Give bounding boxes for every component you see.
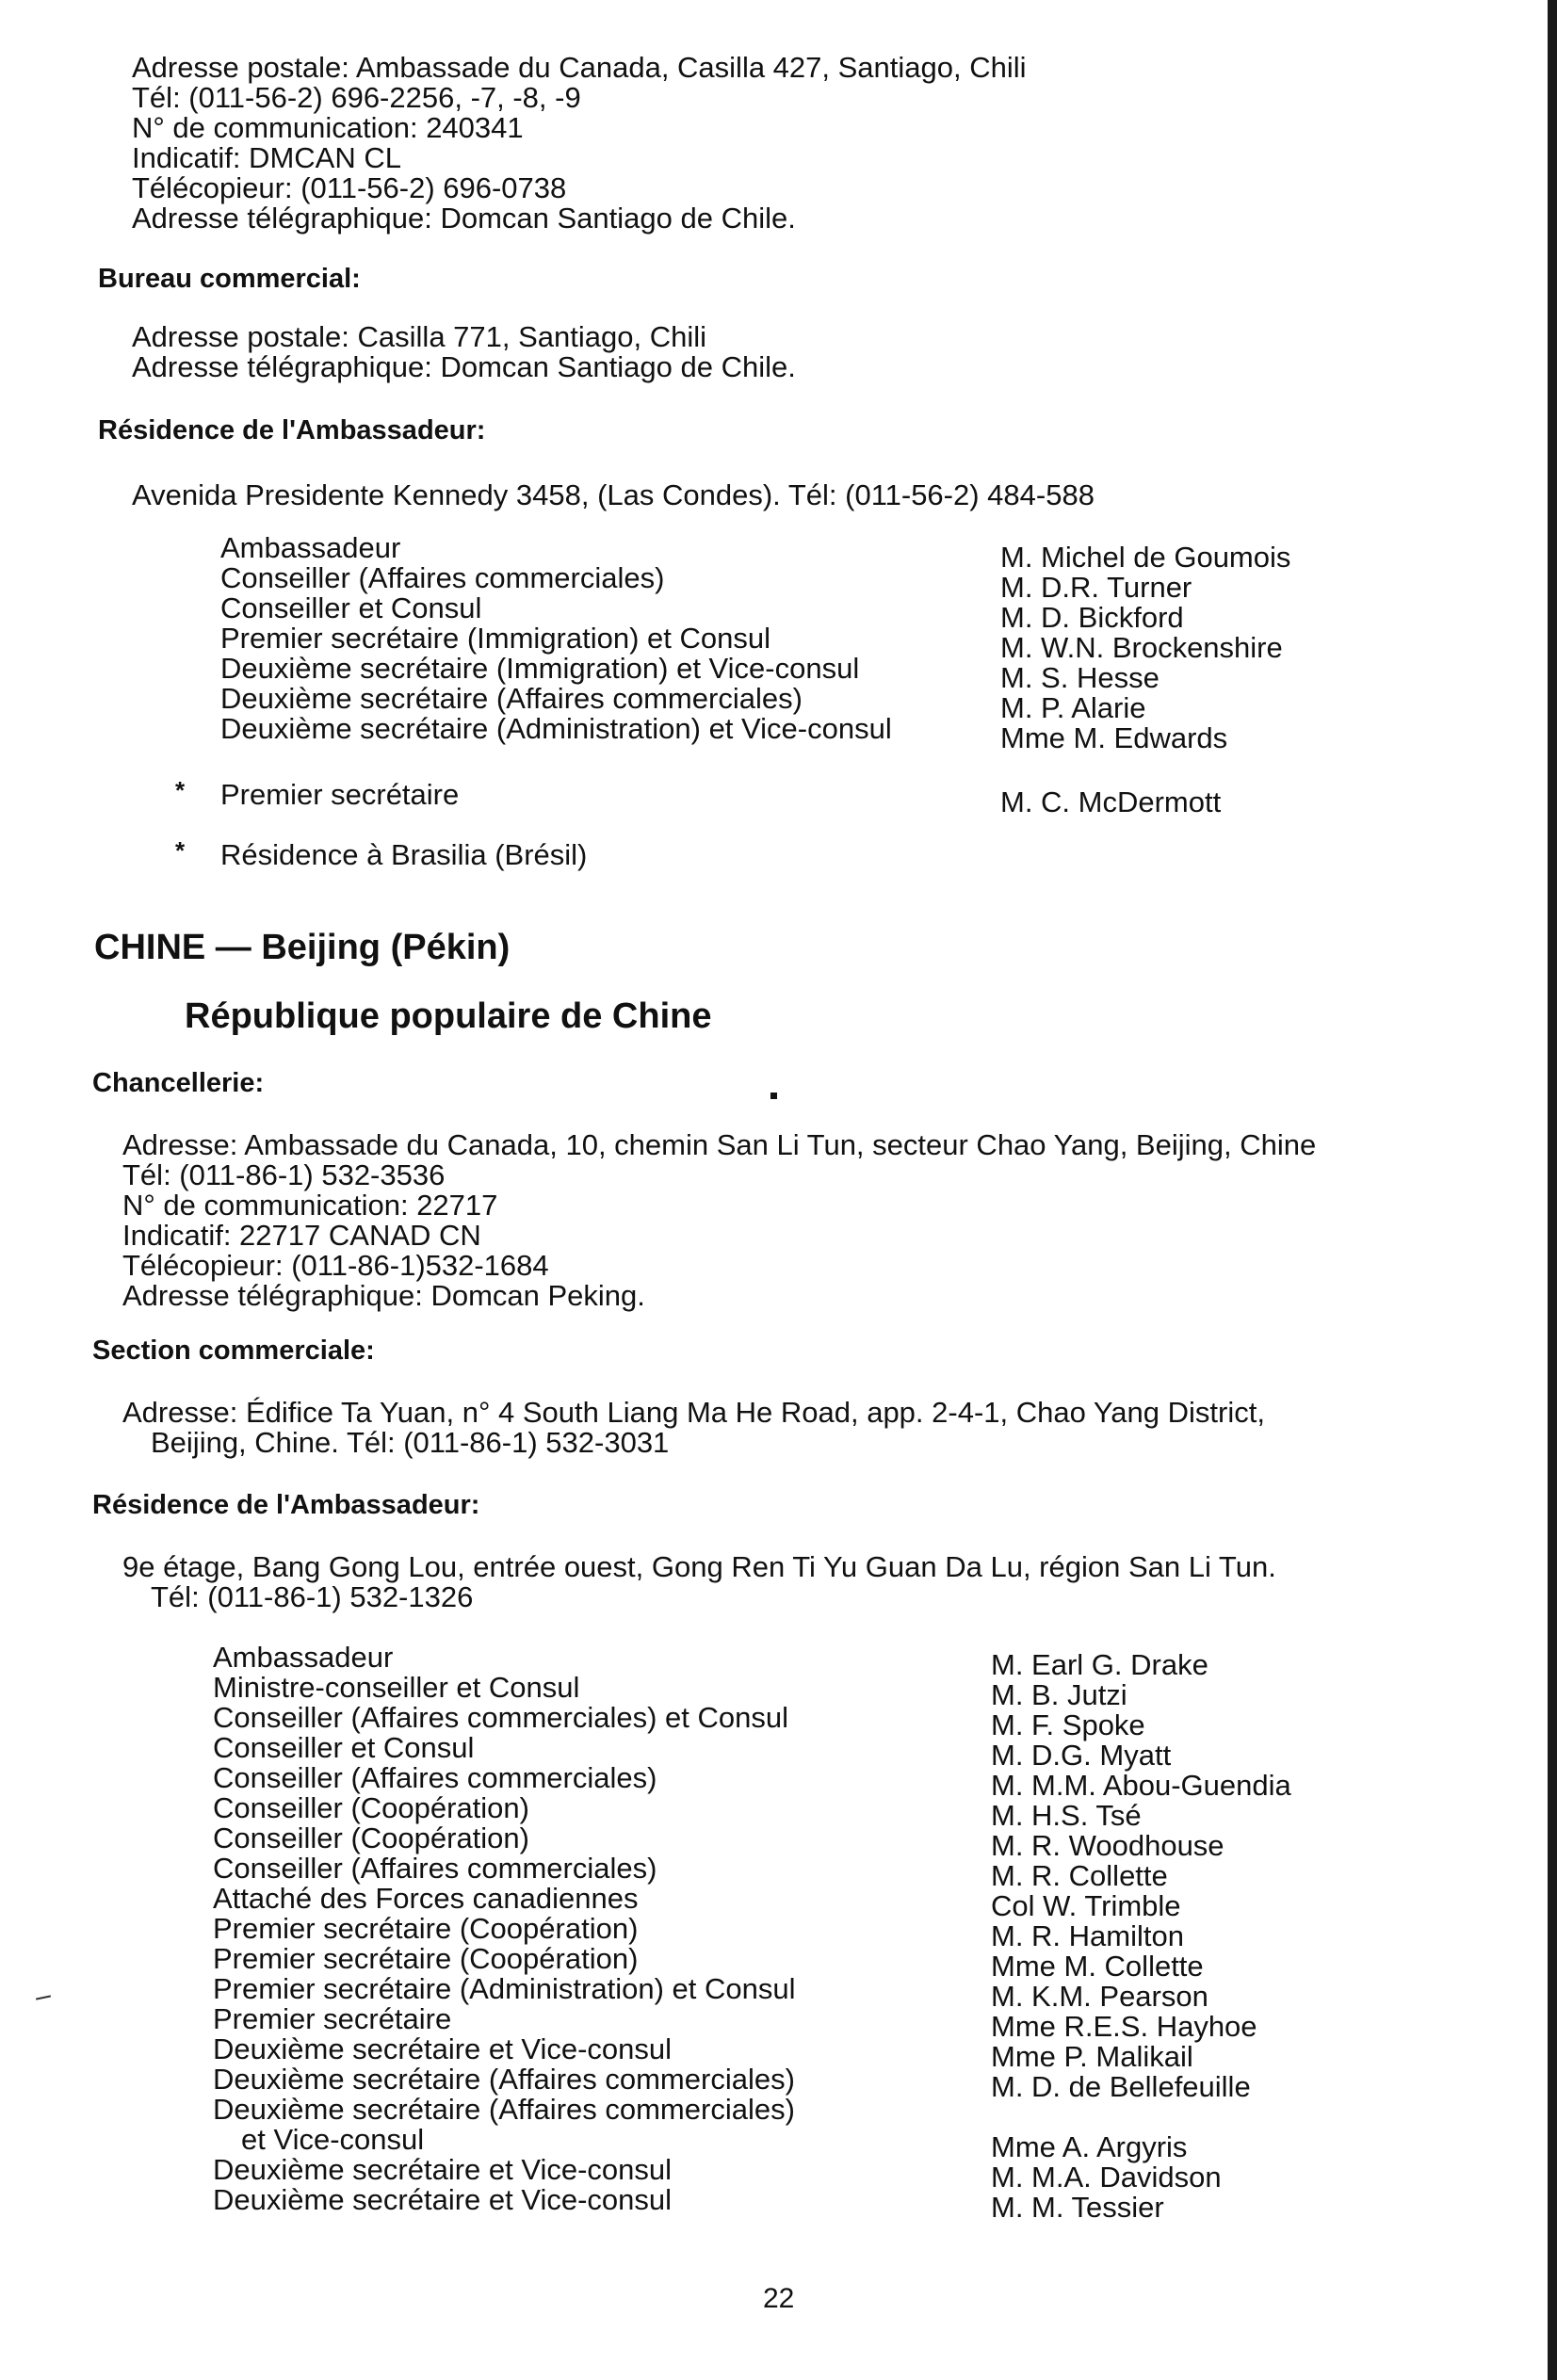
staff-title: Premier secrétaire (Immigration) et Consul bbox=[220, 622, 771, 655]
staff-name: M. M. Tessier bbox=[991, 2191, 1164, 2224]
staff-title: Deuxième secrétaire et Vice-consul bbox=[213, 2032, 673, 2065]
country-subtitle: République populaire de Chine bbox=[185, 996, 712, 1036]
section-commerciale-heading: Section commerciale: bbox=[92, 1336, 375, 1366]
asterisk-bullet: * bbox=[175, 836, 186, 865]
chile-address-block bbox=[132, 53, 1027, 234]
staff-name: M. M.M. Abou-Guendia bbox=[991, 1769, 1291, 1802]
residence-note: Résidence à Brasilia (Brésil) bbox=[220, 838, 588, 871]
chile-staff-names bbox=[1000, 542, 1290, 753]
blank-line bbox=[991, 2102, 1291, 2132]
address-line: Tél: (011-56-2) 696-2256, -7, -8, -9 bbox=[132, 81, 581, 114]
staff-name: M. C. McDermott bbox=[1000, 785, 1222, 818]
staff-name: M. M.A. Davidson bbox=[991, 2161, 1222, 2194]
address-line: Tél: (011-86-1) 532-3536 bbox=[122, 1158, 446, 1191]
staff-title: Conseiller (Coopération) bbox=[213, 1791, 529, 1824]
staff-name: M. B. Jutzi bbox=[991, 1678, 1127, 1711]
address-line: Indicatif: 22717 CANAD CN bbox=[122, 1219, 481, 1252]
staff-name: M. D. de Bellefeuille bbox=[991, 2070, 1251, 2103]
staff-title: Deuxième secrétaire (Affaires commerciales) bbox=[213, 2063, 795, 2096]
address-line: Télécopieur: (011-56-2) 696-0738 bbox=[132, 171, 567, 204]
staff-name: Mme P. Malikail bbox=[991, 2040, 1193, 2073]
staff-name: M. R. Woodhouse bbox=[991, 1829, 1225, 1862]
staff-title: Deuxième secrétaire et Vice-consul bbox=[213, 2153, 673, 2186]
chile-staff-titles bbox=[220, 533, 892, 744]
staff-title: Deuxième secrétaire (Affaires commerciales) bbox=[213, 2093, 795, 2126]
chile-residence-address: Avenida Presidente Kennedy 3458, (Las Condes). Tél: (011-56-2) 484-588 bbox=[132, 478, 1095, 511]
china-residence-heading: Résidence de l'Ambassadeur: bbox=[92, 1490, 480, 1520]
staff-title: Premier secrétaire (Coopération) bbox=[213, 1942, 639, 1975]
address-line: Adresse: Ambassade du Canada, 10, chemin San Li Tun, secteur Chao Yang, Beijing, Chine bbox=[122, 1128, 1317, 1161]
staff-title: Ambassadeur bbox=[220, 531, 401, 564]
china-staff-names bbox=[991, 1650, 1291, 2223]
staff-name: M. Earl G. Drake bbox=[991, 1648, 1208, 1681]
staff-title: Conseiller et Consul bbox=[213, 1731, 475, 1764]
staff-title: Ministre-conseiller et Consul bbox=[213, 1671, 580, 1704]
staff-title: Premier secrétaire (Coopération) bbox=[213, 1912, 639, 1945]
address-line: Adresse télégraphique: Domcan Santiago de Chile. bbox=[132, 350, 796, 383]
staff-title: Conseiller (Coopération) bbox=[213, 1821, 529, 1854]
china-staff-titles bbox=[213, 1643, 796, 2215]
address-line: N° de communication: 22717 bbox=[122, 1189, 498, 1222]
staff-title: Attaché des Forces canadiennes bbox=[213, 1882, 639, 1915]
staff-name: M. R. Collette bbox=[991, 1859, 1168, 1892]
staff-title: Conseiller (Affaires commerciales) bbox=[213, 1852, 657, 1885]
staff-name: Mme R.E.S. Hayhoe bbox=[991, 2010, 1257, 2043]
address-line: Adresse télégraphique: Domcan Santiago de Chile. bbox=[132, 202, 796, 235]
address-line: Adresse télégraphique: Domcan Peking. bbox=[122, 1279, 645, 1312]
staff-name: Mme A. Argyris bbox=[991, 2130, 1188, 2163]
address-line: Adresse postale: Casilla 771, Santiago, Chili bbox=[132, 320, 707, 353]
address-line: 9e étage, Bang Gong Lou, entrée ouest, Gong Ren Ti Yu Guan Da Lu, région San Li Tun. bbox=[122, 1550, 1276, 1583]
staff-title: Conseiller et Consul bbox=[220, 591, 482, 624]
staff-title: Conseiller (Affaires commerciales) et Consul bbox=[213, 1701, 789, 1734]
staff-name: Col W. Trimble bbox=[991, 1889, 1181, 1922]
staff-title: Conseiller (Affaires commerciales) bbox=[213, 1761, 657, 1794]
country-title: CHINE — Beijing (Pékin) bbox=[94, 928, 511, 967]
staff-title: Premier secrétaire bbox=[220, 778, 460, 811]
china-residence-block bbox=[122, 1552, 1276, 1612]
staff-title: Conseiller (Affaires commerciales) bbox=[220, 561, 665, 594]
address-line: Tél: (011-86-1) 532-1326 bbox=[151, 1580, 474, 1613]
staff-name: M. S. Hesse bbox=[1000, 661, 1160, 694]
staff-title: Deuxième secrétaire et Vice-consul bbox=[213, 2183, 673, 2216]
staff-name: M. F. Spoke bbox=[991, 1708, 1145, 1741]
staff-name: M. R. Hamilton bbox=[991, 1919, 1184, 1952]
address-line: Télécopieur: (011-86-1)532-1684 bbox=[122, 1249, 549, 1282]
staff-name: Mme M. Collette bbox=[991, 1950, 1204, 1983]
bureau-commercial-heading: Bureau commercial: bbox=[98, 264, 361, 294]
section-commerciale-block bbox=[122, 1398, 1265, 1458]
address-line: Adresse: Édifice Ta Yuan, n° 4 South Liang Ma He Road, app. 2-4-1, Chao Yang District, bbox=[122, 1396, 1265, 1429]
scan-mark bbox=[36, 1995, 51, 2000]
stray-dot bbox=[770, 1093, 777, 1099]
staff-title: Deuxième secrétaire (Administration) et Vice-consul bbox=[220, 712, 892, 745]
staff-title: Deuxième secrétaire (Affaires commerciales) bbox=[220, 682, 803, 715]
chancellerie-heading: Chancellerie: bbox=[92, 1068, 265, 1098]
chancellerie-block bbox=[122, 1130, 1316, 1311]
staff-title: Ambassadeur bbox=[213, 1641, 394, 1674]
staff-name: Mme M. Edwards bbox=[1000, 721, 1228, 754]
bureau-commercial-block bbox=[132, 322, 796, 382]
page-number: 22 bbox=[763, 2283, 795, 2314]
staff-name: M. P. Alarie bbox=[1000, 691, 1146, 724]
staff-name: M. Michel de Goumois bbox=[1000, 541, 1291, 574]
address-line: N° de communication: 240341 bbox=[132, 111, 524, 144]
address-line: Adresse postale: Ambassade du Canada, Casilla 427, Santiago, Chili bbox=[132, 51, 1027, 84]
staff-name: M. D.G. Myatt bbox=[991, 1739, 1172, 1772]
staff-name: M. D. Bickford bbox=[1000, 601, 1184, 634]
asterisk-bullet: * bbox=[175, 776, 186, 804]
staff-name: M. H.S. Tsé bbox=[991, 1799, 1142, 1832]
address-line: Beijing, Chine. Tél: (011-86-1) 532-3031 bbox=[151, 1426, 670, 1459]
staff-name: M. W.N. Brockenshire bbox=[1000, 631, 1283, 664]
staff-name: M. K.M. Pearson bbox=[991, 1980, 1208, 2013]
staff-title: Premier secrétaire bbox=[213, 2002, 452, 2035]
scan-border bbox=[1548, 0, 1557, 2380]
staff-name: M. D.R. Turner bbox=[1000, 571, 1192, 604]
chile-residence-heading: Résidence de l'Ambassadeur: bbox=[98, 415, 486, 445]
staff-title: et Vice-consul bbox=[241, 2123, 425, 2156]
staff-title: Premier secrétaire (Administration) et Consul bbox=[213, 1972, 796, 2005]
address-line: Indicatif: DMCAN CL bbox=[132, 141, 401, 174]
staff-title: Deuxième secrétaire (Immigration) et Vice-consul bbox=[220, 652, 860, 685]
